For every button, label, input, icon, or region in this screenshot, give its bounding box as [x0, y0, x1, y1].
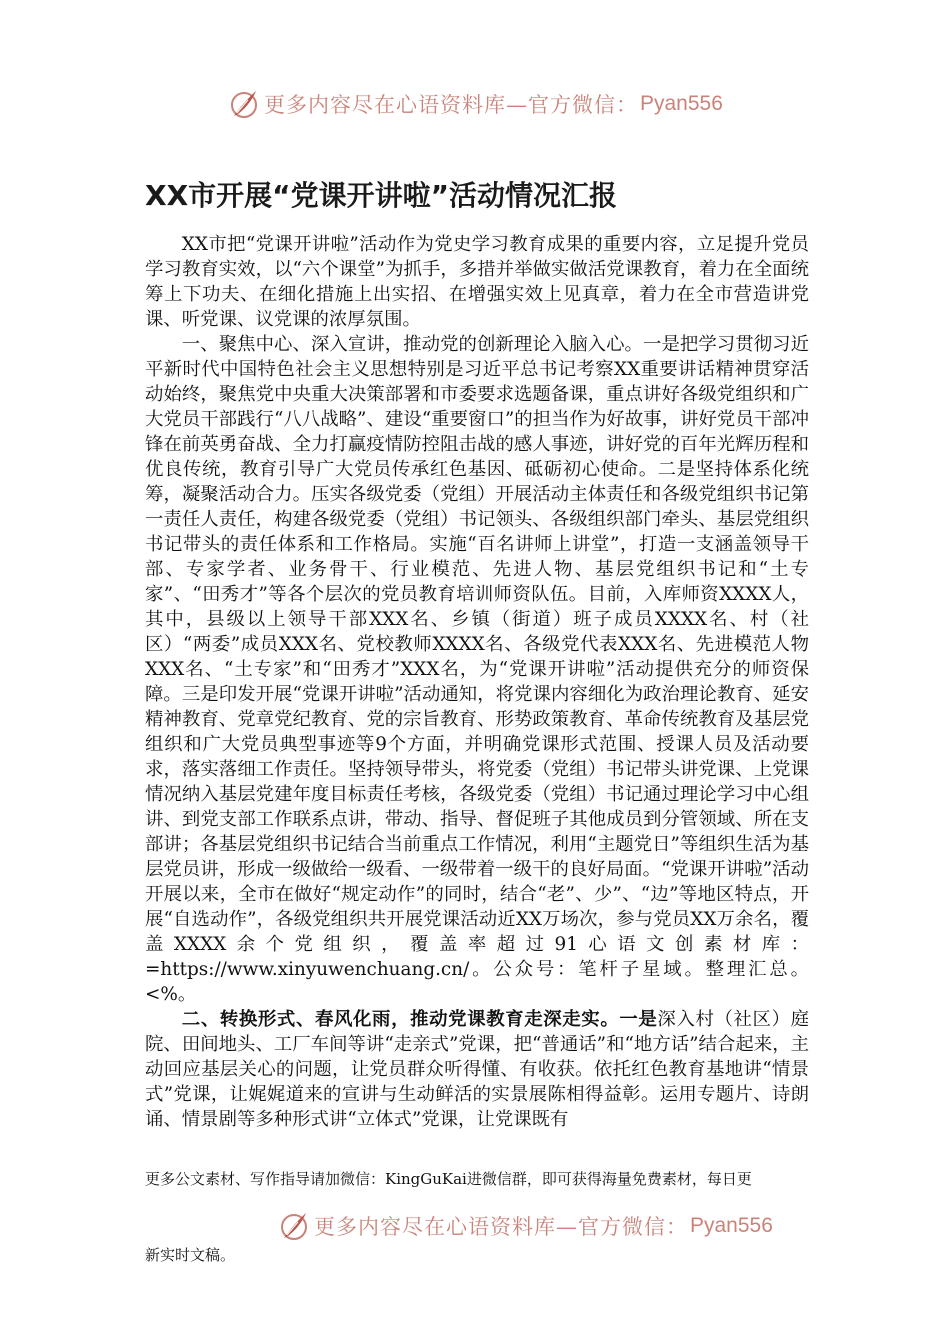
footer-watermark-banner: [278, 1206, 773, 1246]
paragraph-intro: XX市把“党课开讲啦”活动作为党史学习教育成果的重要内容，立足提升党员学习教育实效，以“六个课堂”为抓手，多措并举做实做活党课教育，着力在全面统筹上下功夫、在细化措施上出实招、在增强实效上见真章，着力在全市营造讲党课、听党课、议党课的浓厚氛围。: [145, 234, 809, 330]
feather-pen-logo-icon: [278, 1210, 310, 1242]
document-body: [145, 232, 809, 1132]
banner-wechat-id: Pyan556: [640, 92, 723, 115]
paragraph-section-two: 二、转换形式、春风化雨，推动党课教育走深走实。一是深入村（社区）庭院、田间地头、工厂车间等讲“走亲式”党课，把“普通话”和“地方话”结合起来，主动回应基层关心的问题，让党员群众听得懂、有收获。依托红色教育基地讲“情景式”党课，让娓娓道来的宣讲与生动鲜活的实景展陈相得益彰。运用专题片、诗朗诵、情景剧等多种形式讲“立体式”党课，让党课既有: [145, 1009, 809, 1130]
paragraph-section-one: 一、聚焦中心、深入宣讲，推动党的创新理论入脑入心。一是把学习贯彻习近平新时代中国特色社会主义思想特别是习近平总书记考察XX重要讲话精神贯穿活动始终，聚焦党中央重大决策部署和市委要求选题备课，重点讲好各级党组织和广大党员干部践行“八八战略”、建设“重要窗口”的担当作为好故事，讲好党员干部冲锋在前英勇奋战、全力打赢疫情防控阻击战的感人事迹，讲好党的百年光辉历程和优良传统，教育引导广大党员传承红色基因、砥砺初心使命。二是坚持体系化统筹，凝聚活动合力。压实各级党委（党组）开展活动主体责任和各级党组织书记第一责任人责任，构建各级党委（党组）书记领头、各级组织部门牵头、基层党组织书记带头的责任体系和工作格局。实施“百名讲师上讲堂”，打造一支涵盖领导干部、专家学者、业务骨干、行业模范、先进人物、基层党组织书记和“土专家”、“田秀才”等各个层次的党员教育培训师资队伍。目前，入库师资XXXX人，其中，县级以上领导干部XXX名、乡镇（街道）班子成员XXXX名、村（社区）“两委”成员XXX名、党校教师XXXX名、各级党代表XXX名、先进模范人物XXX名、“土专家”和“田秀才”XXX名，为“党课开讲啦”活动提供充分的师资保障。三是印发开展“党课开讲啦”活动通知，将党课内容细化为政治理论教育、延安精神教育、党章党纪教育、党的宗旨教育、形势政策教育、革命传统教育及基层党组织和广大党员典型事迹等9个方面，并明确党课形式范围、授课人员及活动要求，落实落细工作责任。坚持领导带头，将党委（党组）书记带头讲党课、上党课情况纳入基层党建年度目标责任考核，各级党委（党组）书记通过理论学习中心组讲、到党支部工作联系点讲，带动、指导、督促班子其他成员到分管领域、所在支部讲；各基层党组织书记结合当前重点工作情况，利用“主题党日”等组织生活为基层党员讲，形成一级做给一级看、一级带着一级干的良好局面。“党课开讲啦”活动开展以来，全市在做好“规定动作”的同时，结合“老”、少”、“边”等地区特点，开展“自选动作”，各级党组织共开展党课活动近XX万场次，参与党员XX万余名，覆盖XXXX余个党组织，覆盖率超过91心语文创素材库：=https://www.xinyuwenchuang.cn/。公众号：笔杆子星域。整理汇总。<%。: [145, 334, 809, 1005]
banner-text: 更多内容尽在心语资料库—官方微信：: [264, 93, 638, 117]
banner-wechat-id: Pyan556: [690, 1214, 773, 1237]
footer-note-tail: 新实时文稿。: [145, 1246, 236, 1264]
section-two-heading: 二、转换形式、春风化雨，推动党课教育走深走实。一是: [181, 1009, 658, 1030]
feather-pen-logo-icon: [228, 88, 260, 120]
footer-note: 更多公文素材、写作指导请加微信：KingGuKai进微信群，即可获得海量免费素材，每日更: [145, 1170, 752, 1188]
document-title: XX市开展“党课开讲啦”活动情况汇报: [145, 179, 617, 212]
header-watermark-banner: [228, 84, 723, 124]
banner-text: 更多内容尽在心语资料库—官方微信：: [314, 1215, 688, 1239]
